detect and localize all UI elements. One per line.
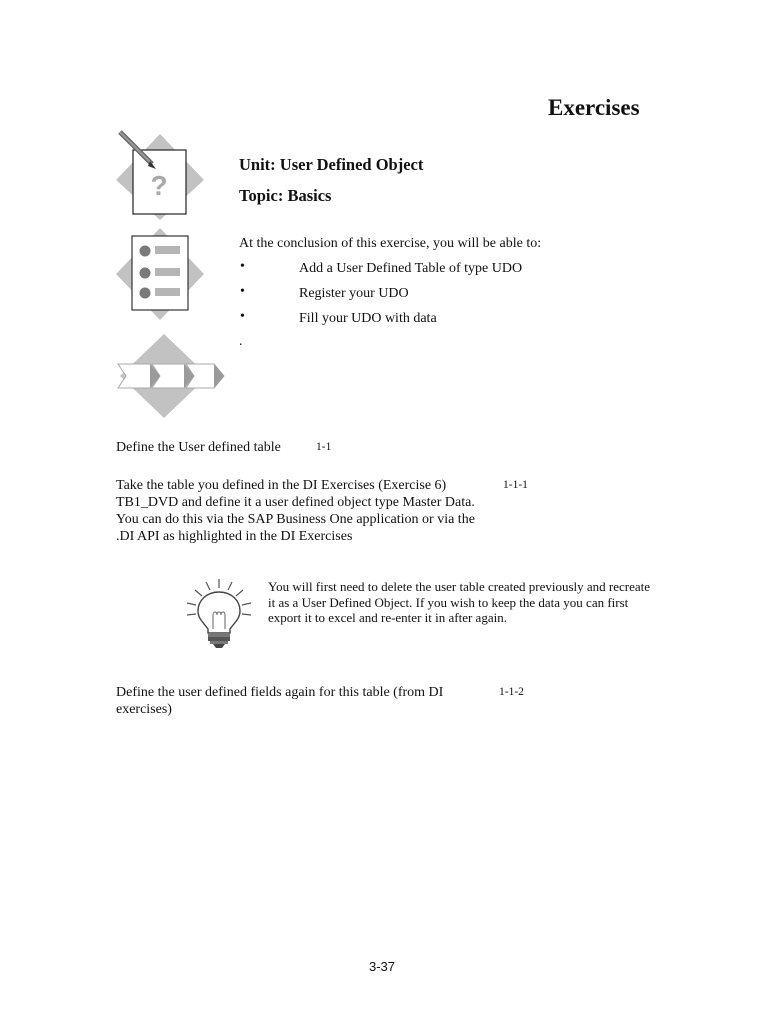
unit-heading: Unit: User Defined Object: [239, 155, 424, 174]
bullet-1-marker: •: [240, 259, 245, 274]
business-scenario-arrows-icon: [114, 332, 226, 420]
page-title: Exercises: [548, 95, 640, 120]
objectives-list-icon: [114, 226, 206, 322]
tip-line-2: it as a User Defined Object. If you wish to keep the data you can first: [268, 595, 629, 610]
svg-text:?: ?: [150, 170, 168, 201]
objectives-intro: At the conclusion of this exercise, you will be able to:: [239, 236, 542, 251]
lightbulb-hint-icon: [182, 577, 256, 649]
page-number: 3-37: [369, 959, 396, 974]
topic-heading: Topic: Basics: [239, 186, 332, 205]
step-1-line-1: Take the table you defined in the DI Exercises (Exercise 6): [116, 478, 447, 493]
objective-item-3: Fill your UDO with data: [299, 311, 437, 326]
exercise-title: Define the User defined table: [116, 440, 281, 455]
tip-line-3: export it to excel and re-enter it in after again.: [268, 610, 507, 625]
step-2-line-1: Define the user defined fields again for this table (from DI: [116, 685, 444, 700]
objective-item-2: Register your UDO: [299, 286, 409, 301]
step-1-number: 1-1-1: [503, 479, 528, 491]
step-2-line-2: exercises): [116, 702, 172, 717]
step-1-line-4: .DI API as highlighted in the DI Exercises: [116, 529, 353, 544]
stray-dot: .: [239, 334, 243, 349]
exercise-number: 1-1: [316, 441, 332, 453]
step-2-number: 1-1-2: [499, 686, 524, 698]
objective-item-1: Add a User Defined Table of type UDO: [299, 261, 523, 276]
bullet-2-marker: •: [240, 284, 245, 299]
tip-line-1: You will first need to delete the user table created previously and recreate: [268, 579, 651, 594]
exercise-question-icon: [112, 128, 208, 220]
bullet-3-marker: •: [240, 309, 245, 324]
step-1-line-2: TB1_DVD and define it a user defined object type Master Data.: [116, 495, 475, 510]
step-1-line-3: You can do this via the SAP Business One application or via the: [116, 512, 475, 527]
